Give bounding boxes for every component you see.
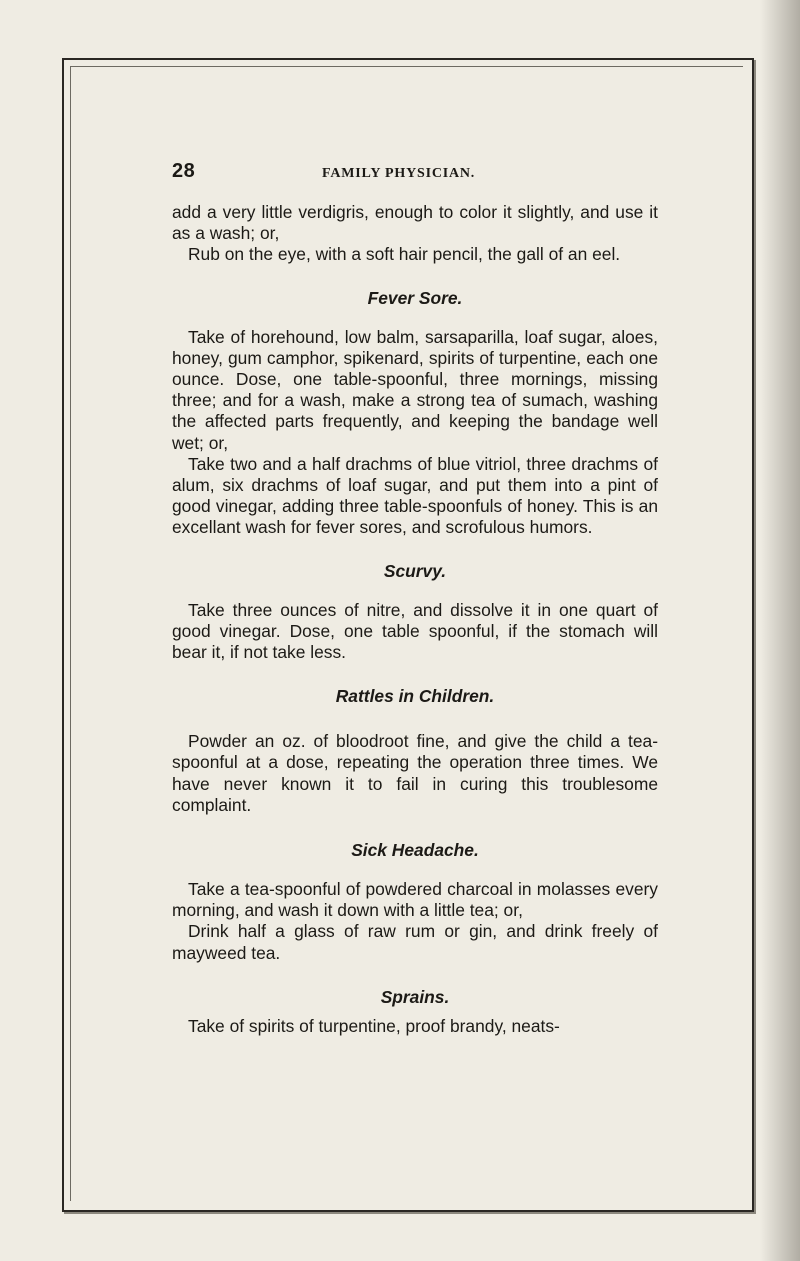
intro-paragraph: add a very little verdigris, enough to color it slightly, and use it as a wash; or, bbox=[172, 202, 658, 244]
page-number: 28 bbox=[172, 160, 196, 182]
heading-fever-sore: Fever Sore. bbox=[367, 287, 463, 308]
scurvy-paragraph: Take three ounces of nitre, and dissolve it in one quart of good vinegar. Dose, one table spoonful, if the stomach will bear it, if not take less. bbox=[172, 599, 658, 663]
sprains-paragraph: Take of spirits of turpentine, proof brandy, neats- bbox=[188, 1015, 560, 1036]
fever-sore-paragraph-2: Take two and a half drachms of blue vitriol, three drachms of alum, six drachms of loaf sugar, and put them into a pint of good vinegar, adding three table-spoonfuls of honey. This is an excellant wash for fever sores, and scrofulous humors. bbox=[172, 453, 658, 538]
sick-headache-paragraph-2: Drink half a glass of raw rum or gin, and drink freely of mayweed tea. bbox=[172, 921, 658, 963]
intro-paragraph-2: Rub on the eye, with a soft hair pencil, the gall of an eel. bbox=[188, 244, 621, 265]
running-header bbox=[172, 160, 658, 194]
fever-sore-paragraph-1: Take of horehound, low balm, sarsaparilla, loaf sugar, aloes, honey, gum camphor, spikenard, spirits of turpentine, each one ounce. Dose, one table-spoonful, three mornings, missing three; and for a wash, make a strong tea of sumach, washing the affected parts frequently, and keeping the bandage well wet; or, bbox=[172, 326, 658, 453]
heading-sprains: Sprains. bbox=[380, 986, 450, 1007]
heading-scurvy: Scurvy. bbox=[383, 560, 447, 581]
page-edge-shadow bbox=[760, 0, 800, 1261]
sick-headache-paragraph-1: Take a tea-spoonful of powdered charcoal in molasses every morning, and wash it down with a little tea; or, bbox=[172, 879, 658, 921]
heading-sick-headache: Sick Headache. bbox=[351, 840, 479, 861]
page-content bbox=[172, 160, 658, 1037]
heading-rattles-in-children: Rattles in Children. bbox=[335, 686, 495, 707]
running-title: FAMILY PHYSICIAN. bbox=[322, 166, 476, 181]
rattles-paragraph: Powder an oz. of bloodroot fine, and give the child a tea-spoonful at a dose, repeating the operation three times. We have never known it to fail in curing this troublesome complaint. bbox=[172, 731, 658, 815]
